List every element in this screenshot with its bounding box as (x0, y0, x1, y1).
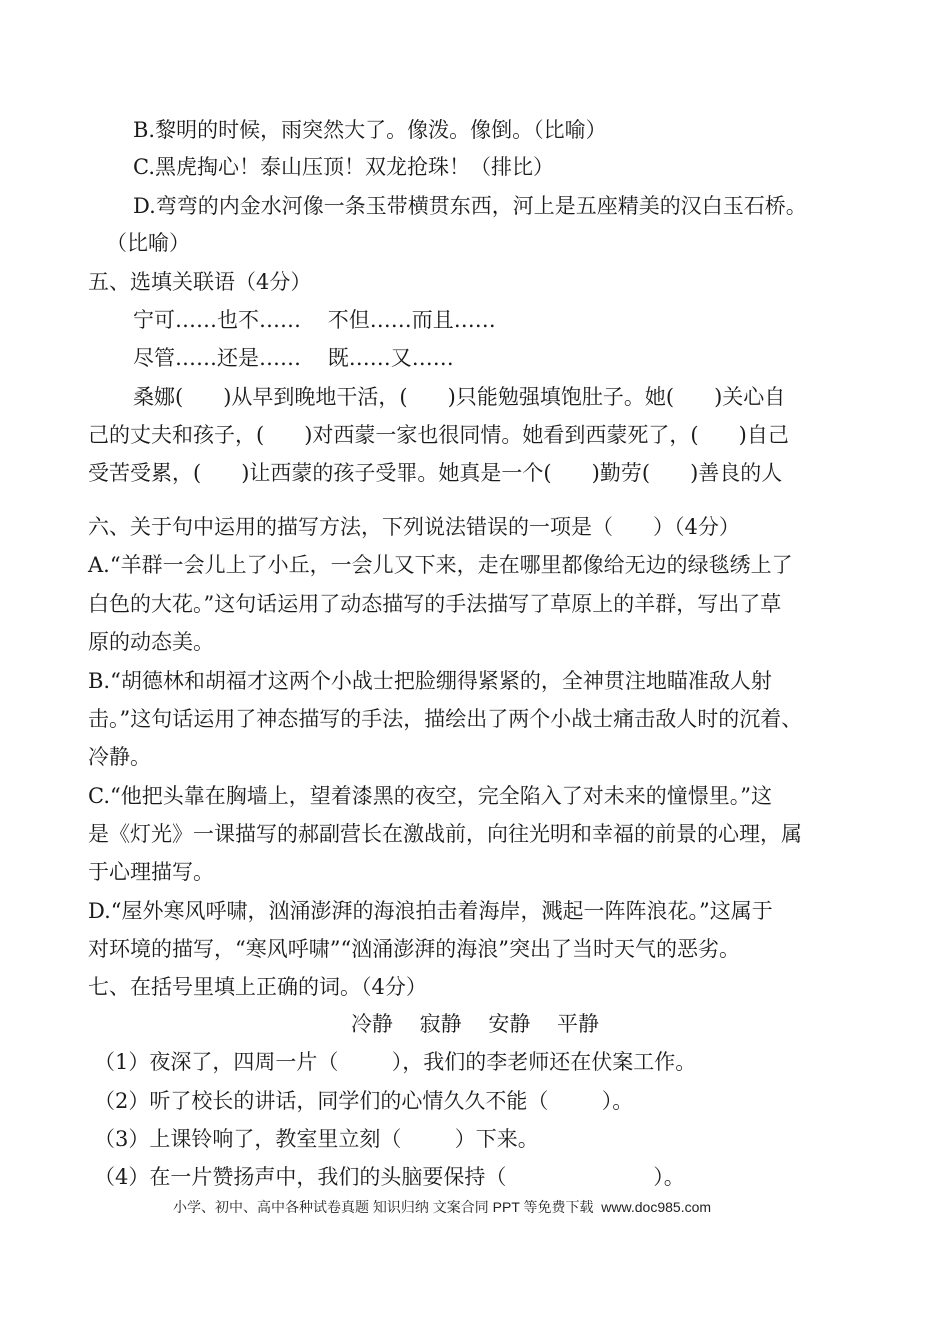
paragraph-line: 桑娜( )从早到晚地干活，( )只能勉强填饱肚子。她( )关心自 (133, 385, 786, 409)
option-d: 对环境的描写，“寒风呼啸”“汹涌澎湃的海浪”突出了当时天气的恶劣。 (88, 937, 740, 961)
question-1: （1）夜深了，四周一片（ ），我们的李老师还在伏案工作。 (94, 1050, 697, 1074)
options-row: 尽管……还是…… 既……又…… (133, 346, 454, 370)
word-bank: 冷静 寂静 安静 平静 (350, 1012, 600, 1036)
option-b: 冷静。 (88, 745, 151, 769)
option-b: 击。”这句话运用了神态描写的手法，描绘出了两个小战士痛击敌人时的沉着、 (88, 707, 803, 731)
option-b: B.黎明的时候，雨突然大了。像泼。像倒。（比喻） (133, 118, 607, 142)
section-title: 六、关于句中运用的描写方法，下列说法错误的一项是（ ）（4分） (88, 515, 740, 539)
footer-watermark: 小学、初中、高中各种试卷真题 知识归纳 文案合同 PPT 等免费下载 www.doc985.com (173, 1199, 712, 1215)
option-d: D.“屋外寒风呼啸，汹涌澎湃的海浪拍击着海岸，溅起一阵阵浪花。”这属于 (88, 899, 773, 923)
option-c: C.“他把头靠在胸墙上，望着漆黑的夜空，完全陷入了对未来的憧憬里。”这 (88, 784, 772, 808)
options-row: 宁可……也不…… 不但……而且…… (133, 308, 496, 332)
section-title: 七、在括号里填上正确的词。（4分） (88, 975, 427, 999)
section-title: 五、选填关联语（4分） (88, 270, 312, 294)
question-2: （2）听了校长的讲话，同学们的心情久久不能（ ）。 (94, 1089, 634, 1113)
option-c: C.黑虎掏心！泰山压顶！双龙抢珠！（排比） (133, 155, 554, 179)
paragraph-line: 受苦受累，( )让西蒙的孩子受罪。她真是一个( )勤劳( )善良的人 (88, 461, 783, 485)
option-c: 是《灯光》一课描写的郝副营长在激战前，向往光明和幸福的前景的心理，属 (88, 822, 802, 846)
option-c: 于心理描写。 (88, 860, 214, 884)
option-a: A.“羊群一会儿上了小丘，一会儿又下来，走在哪里都像给无边的绿毯绣上了 (88, 553, 793, 577)
question-4: （4）在一片赞扬声中，我们的头脑要保持（ ）。 (94, 1165, 685, 1189)
question-3: （3）上课铃响了，教室里立刻（ ）下来。 (94, 1127, 539, 1151)
option-d: D.弯弯的内金水河像一条玉带横贯东西，河上是五座精美的汉白玉石桥。 (133, 194, 807, 218)
option-a: 原的动态美。 (88, 630, 214, 654)
option-b: B.“胡德林和胡福才这两个小战士把脸绷得紧紧的，全神贯注地瞄准敌人射 (88, 669, 772, 693)
option-a: 白色的大花。”这句话运用了动态描写的手法描写了草原上的羊群，写出了草 (88, 592, 782, 616)
option-d-cont: （比喻） (106, 231, 190, 255)
paragraph-line: 己的丈夫和孩子，( )对西蒙一家也很同情。她看到西蒙死了，( )自己 (88, 423, 789, 447)
